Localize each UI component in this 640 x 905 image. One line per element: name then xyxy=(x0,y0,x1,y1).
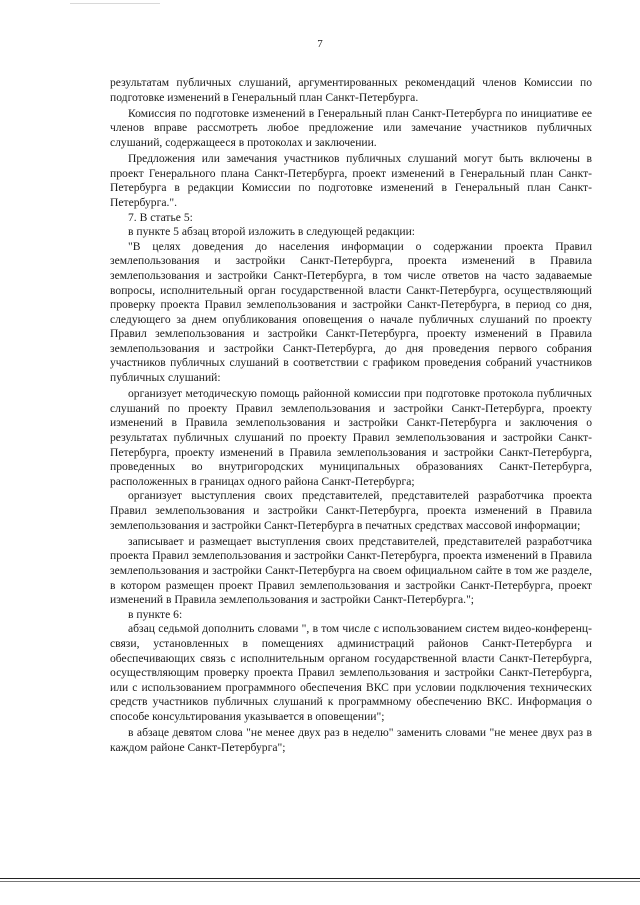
scan-bottom-rule xyxy=(0,878,640,879)
paragraph-point-5-intro: в пункте 5 абзац второй изложить в следующей редакции: xyxy=(128,225,416,239)
paragraph-records-speeches: записывает и размещает выступления своих представителей, представителей разработчика проекта Правил землепользования и застройки Санкт-Петербурга, проекта изменений в Правила землепользования и застройки Санкт-Петербурга на своем официальном сайте в том же разделе, в котором размещен проект Правил землепользования и застройки Санкт-Петербурга, проект изменений в Правила землепользования и застройки Санкт-Петербурга."; xyxy=(110,534,592,607)
paragraph-organizes-speeches: организует выступления своих представителей, представителей разработчика проекта Правил землепользования и застройки Санкт-Петербурга, проекта изменений в Правила землепользования и застройки Санкт-Петербурга в печатных средствах массовой информации; xyxy=(110,489,592,532)
scan-edge-mark xyxy=(70,3,160,4)
paragraph-commission-review: Комиссия по подготовке изменений в Генеральный план Санкт-Петербурга по инициативе ее членов вправе рассмотреть любое предложение или замечание участников публичных слушаний, содержащееся в протоколах и заключении. xyxy=(110,106,592,149)
paragraph-seventh-paragraph-addition: абзац седьмой дополнить словами ", в том числе с использованием систем видео-конференц-связи, установленных в помещениях администраций районов Санкт-Петербурга и обеспечивающих связь с исполнительным органом государственной власти Санкт-Петербурга, осуществляющим проверку проекта Правил землепользования и застройки Санкт-Петербурга, или с использованием программного обеспечения ВКС при условии подключения технических средств участников публичных слушаний к программному обеспечению ВКС. Информация о способе консультирования указывается в оповещении"; xyxy=(110,622,592,723)
paragraph-continuation: результатам публичных слушаний, аргументированных рекомендаций членов Комиссии по подготовке изменений в Генеральный план Санкт-Петербурга. xyxy=(110,76,592,104)
paragraph-point-6-intro: в пункте 6: xyxy=(128,607,183,621)
scan-bottom-rule-secondary xyxy=(0,881,640,882)
paragraph-item-7: 7. В статье 5: xyxy=(128,210,193,224)
paragraph-methodical-help: организует методическую помощь районной комиссии при подготовке протокола публичных слушаний по проекту Правил землепользования и застройки Санкт-Петербурга, проекту изменений в Правила землепользования и застройки Санкт-Петербурга и заключения о результатах публичных слушаний по проекту Правил землепользования и застройки Санкт-Петербурга, проекту изменений в Правила землепользования и застройки Санкт-Петербурга, проведенных во внутригородских муниципальных образованиях Санкт-Петербурга, расположенных в границах одного района Санкт-Петербурга; xyxy=(110,387,592,488)
page-number: 7 xyxy=(317,38,323,50)
paragraph-proposals-inclusion: Предложения или замечания участников публичных слушаний могут быть включены в проект Генерального плана Санкт-Петербурга, проект изменений в Генеральный план Санкт-Петербурга в редакции Комиссии по подготовке изменений в Генеральный план Санкт-Петербурга.". xyxy=(110,152,592,209)
paragraph-quoted-information: "В целях доведения до населения информации о содержании проекта Правил землепользования и застройки Санкт-Петербурга, проекта изменений в Правила землепользования и застройки Санкт-Петербурга, в том числе ответов на часто задаваемые вопросы, исполнительный орган государственной власти Санкт-Петербурга, осуществляющий проверку проекта Правил землепользования и застройки Санкт-Петербурга, в период со дня, следующего за днем опубликования оповещения о начале публичных слушаний по проекту Правил землепользования и застройки Санкт-Петербурга, проекту изменений в Правила землепользования и застройки Санкт-Петербурга, до дня проведения первого собрания участников публичных слушаний в соответствии с графиком проведения собраний участников публичных слушаний: xyxy=(110,239,592,385)
document-body xyxy=(110,76,592,755)
paragraph-ninth-paragraph-replacement: в абзаце девятом слова "не менее двух раз в неделю" заменить словами "не менее двух раз в каждом районе Санкт-Петербурга"; xyxy=(110,726,592,754)
